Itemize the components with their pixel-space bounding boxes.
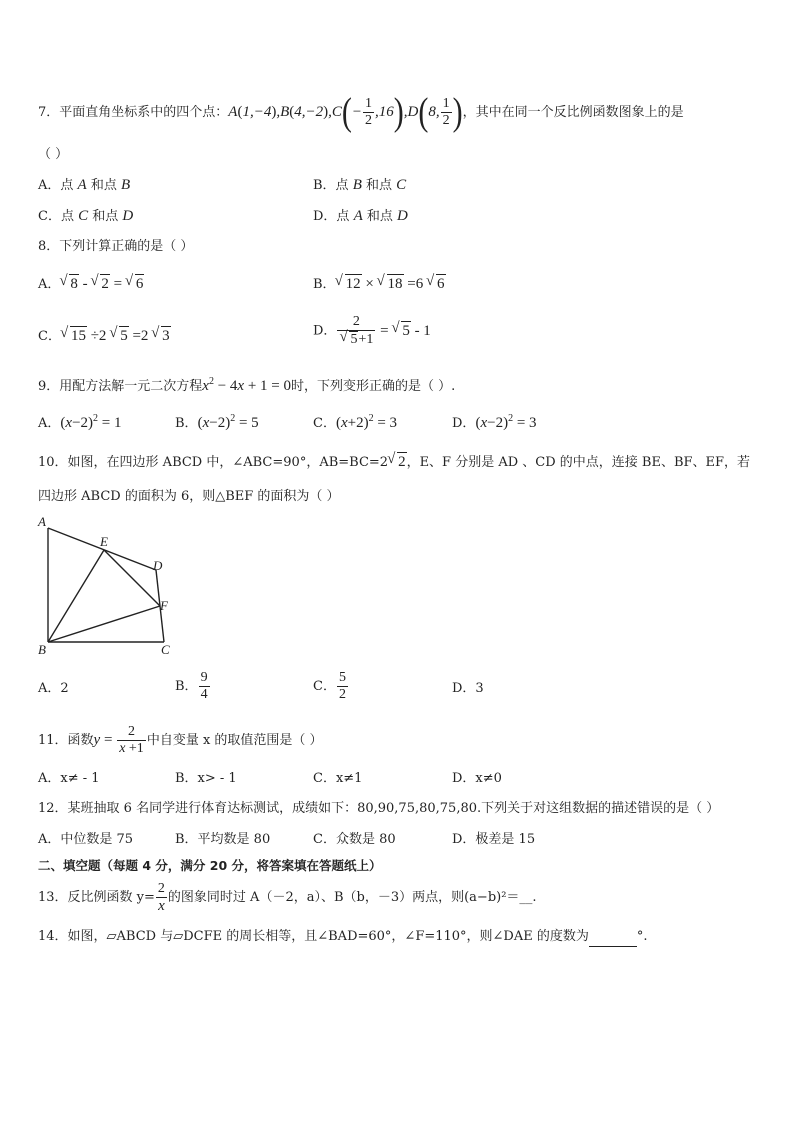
q9-option-d[interactable]: D．$(x-2)^2 = 3$	[452, 413, 537, 431]
segment-bf	[48, 606, 160, 642]
q8-option-c[interactable]: C．√ 15 ÷2 √ 5 =2 √ 3	[38, 326, 171, 346]
q9-stem-b: 时，下列变形正确的是（ ）.	[291, 379, 456, 394]
q10-sqrt2: √ 2	[388, 454, 407, 470]
q7-stem	[38, 92, 684, 132]
q12-option-a[interactable]: A．中位数是 75	[38, 832, 134, 847]
q11-option-d[interactable]: D．x≠0	[452, 771, 502, 786]
label-c: C	[161, 642, 170, 657]
q7-option-b[interactable]: B．点 B 和点 C	[313, 177, 407, 193]
q11-option-b[interactable]: B．x> - 1	[175, 771, 237, 786]
q9-option-a[interactable]: A．$(x-2)^2 = 1$	[38, 413, 122, 431]
q12-option-c[interactable]: C．众数是 80	[313, 832, 396, 847]
q14-tail: °.	[636, 929, 648, 944]
q7-option-c[interactable]: C．点 C 和点 D	[38, 208, 134, 224]
q13-stem	[38, 880, 537, 916]
q10-option-c[interactable]: C． $\frac{5}{2}$	[313, 670, 346, 702]
q13-fraction: $\frac{2}{x}$	[157, 881, 165, 914]
q8-option-d[interactable]: D． 2 √ 5+1 = √ 5 - 1	[313, 314, 431, 358]
segment-be	[48, 550, 104, 642]
q11-function: y = $\frac{2}{x +1}$	[93, 724, 144, 757]
q12-option-b[interactable]: B．平均数是 80	[175, 832, 271, 847]
q11-option-a[interactable]: A．x≠ - 1	[38, 771, 100, 786]
label-a: A	[38, 514, 46, 529]
q9-option-c[interactable]: C．$(x+2)^2 = 3$	[313, 413, 398, 431]
q8-option-a[interactable]: A．√ 8 - √ 2 = √ 6	[38, 274, 144, 294]
q9-stem	[38, 373, 455, 396]
q11-stem-a: 11．函数	[38, 733, 94, 748]
q12-stem: 12．某班抽取 6 名同学进行体育达标测试，成绩如下：80,90,75,80,75,80.下列关于对这组数据的描述错误的是（ ）	[38, 801, 720, 816]
q11-stem	[38, 722, 323, 758]
segment-ef	[104, 550, 160, 606]
q7-number: 7．	[38, 105, 60, 120]
q10-option-d[interactable]: D．3	[452, 681, 484, 696]
q14-stem	[38, 928, 648, 947]
q7-text-b: ，其中在同一个反比例函数图象上的是	[462, 105, 684, 120]
label-b: B	[38, 642, 46, 657]
q10-option-b[interactable]: B． $\frac{9}{4}$	[175, 670, 208, 702]
q13-stem-b: 的图象同时过 A（－2，a）、B（b，－3）两点，则(a−b)²＝__.	[167, 890, 537, 905]
q11-option-c[interactable]: C．x≠1	[313, 771, 363, 786]
q12-option-d[interactable]: D．极差是 15	[452, 832, 536, 847]
label-d: D	[153, 558, 163, 573]
q10-option-a[interactable]: A．2	[38, 681, 69, 696]
label-f: F	[160, 598, 168, 613]
q8-stem: 8．下列计算正确的是（ ）	[38, 239, 194, 254]
section-heading-fill-in: 二、填空题（每题 4 分，满分 20 分，将答案填在答题纸上）	[38, 858, 382, 873]
q10-line1	[38, 452, 750, 472]
q9-equation: $x^2 - 4x + 1 = 0$	[202, 376, 292, 394]
q10-line1-b: ，E、F 分别是 AD 、CD 的中点，连接 BE、BF、EF，若	[406, 455, 751, 470]
q8-option-b[interactable]: B．√ 12 × √ 18 =6 √ 6	[313, 274, 446, 294]
q14-text: 14．如图，▱ABCD 与▱DCFE 的周长相等，且∠BAD=60°，∠F=110°，则∠DAE 的度数为	[38, 929, 589, 944]
q7-text-a: 平面直角坐标系中的四个点：	[59, 105, 229, 120]
q7-option-a[interactable]: A．点 A 和点 B	[38, 177, 131, 193]
q14-answer-blank[interactable]	[589, 928, 637, 947]
q7-option-d[interactable]: D．点 A 和点 D	[313, 208, 408, 224]
q13-stem-a: 13．反比例函数 y=	[38, 890, 155, 905]
q9-option-b[interactable]: B．$(x-2)^2 = 5$	[175, 413, 259, 431]
q10-line1-a: 10．如图，在四边形 ABCD 中，∠ABC=90°，AB=BC=2	[38, 455, 389, 470]
label-e: E	[100, 534, 108, 549]
q11-stem-b: 中自变量 x 的取值范围是（ ）	[146, 733, 323, 748]
q7-points: A(1,−4),B(4,−2),C(− $\frac{1}{2}$ ,16),D(8, $\frac{1}{2}$ )	[228, 90, 463, 134]
q10-figure	[34, 514, 184, 659]
q9-stem-a: 9．用配方法解一元二次方程	[38, 379, 203, 394]
q7-paren: （ ）	[38, 147, 69, 162]
q10-line2: 四边形 ABCD 的面积为 6，则△BEF 的面积为（ ）	[38, 489, 340, 504]
